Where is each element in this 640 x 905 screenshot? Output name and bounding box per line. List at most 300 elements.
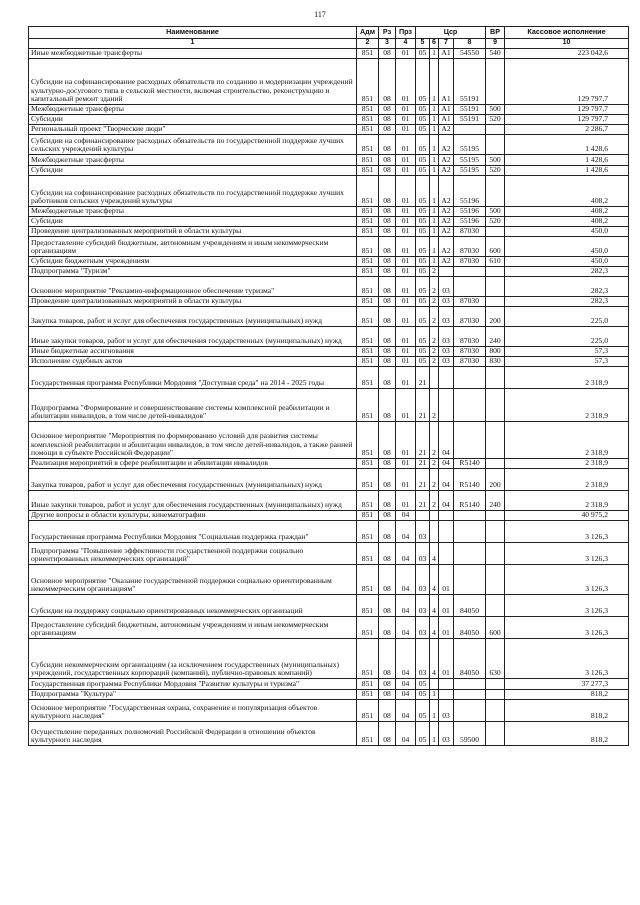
row-rz-cell: 08 xyxy=(379,595,396,617)
row-adm-cell: 851 xyxy=(357,422,379,459)
row-csr-event-cell xyxy=(439,511,454,521)
row-csr-direction-cell: 87030 xyxy=(454,227,486,237)
row-rz-cell: 08 xyxy=(379,565,396,595)
row-vr-cell xyxy=(486,595,505,617)
row-adm-cell: 851 xyxy=(357,690,379,700)
row-csr-program-cell: 05 xyxy=(416,166,430,176)
table-row xyxy=(29,307,629,327)
row-amount-cell: 818,2 xyxy=(505,700,629,722)
row-adm-cell: 851 xyxy=(357,679,379,690)
row-csr-program-cell: 05 xyxy=(416,722,430,746)
row-rz-cell: 08 xyxy=(379,389,396,422)
row-amount-cell: 450,0 xyxy=(505,257,629,267)
row-csr-subprogram-cell: 2 xyxy=(430,389,439,422)
row-amount-cell: 225,0 xyxy=(505,327,629,347)
row-csr-event-cell: A2 xyxy=(439,237,454,257)
row-csr-subprogram-cell: 2 xyxy=(430,422,439,459)
row-csr-event-cell: A2 xyxy=(439,257,454,267)
row-rz-cell: 08 xyxy=(379,257,396,267)
row-name-cell: Межбюджетные трансферты xyxy=(29,155,357,166)
table-row xyxy=(29,389,629,422)
row-adm-cell: 851 xyxy=(357,459,379,469)
row-amount-cell: 57,3 xyxy=(505,347,629,357)
row-rz-cell: 08 xyxy=(379,227,396,237)
row-vr-cell xyxy=(486,59,505,105)
row-csr-subprogram-cell: 1 xyxy=(430,207,439,217)
table-row xyxy=(29,135,629,155)
row-csr-program-cell: 05 xyxy=(416,297,430,307)
row-csr-event-cell: 03 xyxy=(439,347,454,357)
row-vr-cell: 600 xyxy=(486,237,505,257)
row-rz-cell: 08 xyxy=(379,115,396,125)
row-csr-event-cell: 03 xyxy=(439,722,454,746)
row-name-cell: Государственная программа Республики Мордовия "Социальная поддержка граждан" xyxy=(29,521,357,543)
row-rz-cell: 08 xyxy=(379,59,396,105)
row-name-cell: Иные межбюджетные трансферты xyxy=(29,49,357,59)
row-amount-cell: 129 797,7 xyxy=(505,115,629,125)
row-csr-program-cell: 03 xyxy=(416,639,430,679)
row-csr-event-cell xyxy=(439,521,454,543)
row-csr-direction-cell: 54550 xyxy=(454,49,486,59)
row-amount-cell: 3 126,3 xyxy=(505,639,629,679)
row-prz-cell: 01 xyxy=(396,277,416,297)
row-csr-direction-cell: 87030 xyxy=(454,357,486,367)
row-amount-cell: 223 042,6 xyxy=(505,49,629,59)
row-csr-subprogram-cell: 1 xyxy=(430,722,439,746)
row-adm-cell: 851 xyxy=(357,543,379,565)
row-prz-cell: 01 xyxy=(396,115,416,125)
row-prz-cell: 01 xyxy=(396,155,416,166)
row-adm-cell: 851 xyxy=(357,135,379,155)
row-vr-cell xyxy=(486,389,505,422)
row-csr-direction-cell: 55195 xyxy=(454,155,486,166)
table-row xyxy=(29,617,629,639)
row-csr-subprogram-cell: 2 xyxy=(430,347,439,357)
row-adm-cell: 851 xyxy=(357,155,379,166)
row-prz-cell: 01 xyxy=(396,49,416,59)
row-name-cell: Реализация мероприятий в сфере реабилитации и абилитации инвалидов xyxy=(29,459,357,469)
row-name-cell: Основное мероприятие "Рекламно-информационное обеспечение туризма" xyxy=(29,277,357,297)
row-prz-cell: 01 xyxy=(396,135,416,155)
row-csr-program-cell: 05 xyxy=(416,267,430,277)
row-csr-subprogram-cell xyxy=(430,521,439,543)
row-rz-cell: 08 xyxy=(379,166,396,176)
row-amount-cell: 2 286,7 xyxy=(505,125,629,135)
row-name-cell: Подпрограмма "Повышение эффективности государственной поддержки социально ориентированных некоммерческих организаций" xyxy=(29,543,357,565)
row-csr-subprogram-cell: 1 xyxy=(430,227,439,237)
table-row xyxy=(29,176,629,207)
row-rz-cell: 08 xyxy=(379,267,396,277)
row-prz-cell: 04 xyxy=(396,617,416,639)
row-csr-subprogram-cell: 4 xyxy=(430,595,439,617)
row-prz-cell: 01 xyxy=(396,217,416,227)
column-number: 8 xyxy=(454,39,486,49)
row-name-cell: Иные закупки товаров, работ и услуг для обеспечения государственных (муниципальных) нужд xyxy=(29,491,357,511)
row-rz-cell: 08 xyxy=(379,125,396,135)
row-csr-direction-cell: 87030 xyxy=(454,237,486,257)
header-row xyxy=(29,27,629,39)
row-rz-cell: 08 xyxy=(379,639,396,679)
table-row xyxy=(29,722,629,746)
row-csr-direction-cell xyxy=(454,543,486,565)
row-csr-direction-cell: 87030 xyxy=(454,257,486,267)
budget-table xyxy=(28,26,629,746)
row-csr-event-cell: 04 xyxy=(439,422,454,459)
row-csr-event-cell: 04 xyxy=(439,459,454,469)
row-csr-event-cell: 04 xyxy=(439,491,454,511)
table-row xyxy=(29,115,629,125)
row-csr-program-cell: 05 xyxy=(416,125,430,135)
row-vr-cell: 200 xyxy=(486,469,505,491)
row-name-cell: Подпрограмма "Формирование и совершенствование системы комплексной реабилитации и абилитации инвалидов, в том числе детей-инвалидов" xyxy=(29,389,357,422)
row-rz-cell: 08 xyxy=(379,237,396,257)
row-csr-subprogram-cell: 1 xyxy=(430,166,439,176)
row-csr-subprogram-cell: 2 xyxy=(430,469,439,491)
row-vr-cell: 800 xyxy=(486,347,505,357)
row-adm-cell: 851 xyxy=(357,115,379,125)
row-csr-direction-cell: 84050 xyxy=(454,595,486,617)
row-csr-subprogram-cell: 4 xyxy=(430,617,439,639)
row-adm-cell: 851 xyxy=(357,639,379,679)
row-vr-cell xyxy=(486,543,505,565)
row-prz-cell: 01 xyxy=(396,297,416,307)
row-csr-subprogram-cell: 1 xyxy=(430,105,439,115)
table-row xyxy=(29,166,629,176)
row-vr-cell: 500 xyxy=(486,155,505,166)
row-amount-cell: 3 126,3 xyxy=(505,543,629,565)
row-vr-cell: 500 xyxy=(486,105,505,115)
row-rz-cell: 08 xyxy=(379,491,396,511)
row-csr-event-cell xyxy=(439,267,454,277)
row-prz-cell: 01 xyxy=(396,125,416,135)
row-csr-subprogram-cell: 1 xyxy=(430,155,439,166)
row-csr-program-cell: 05 xyxy=(416,679,430,690)
column-number: 5 xyxy=(416,39,430,49)
row-csr-direction-cell xyxy=(454,125,486,135)
row-csr-event-cell: A1 xyxy=(439,49,454,59)
row-amount-cell: 57,3 xyxy=(505,357,629,367)
row-csr-program-cell: 05 xyxy=(416,357,430,367)
row-csr-subprogram-cell: 1 xyxy=(430,237,439,257)
row-rz-cell: 08 xyxy=(379,217,396,227)
row-amount-cell: 1 428,6 xyxy=(505,135,629,155)
row-name-cell: Подпрограмма "Туризм" xyxy=(29,267,357,277)
row-prz-cell: 01 xyxy=(396,267,416,277)
row-adm-cell: 851 xyxy=(357,511,379,521)
row-amount-cell: 450,0 xyxy=(505,237,629,257)
row-vr-cell: 240 xyxy=(486,491,505,511)
row-csr-event-cell: 03 xyxy=(439,700,454,722)
row-vr-cell xyxy=(486,679,505,690)
column-number: 7 xyxy=(439,39,454,49)
row-csr-program-cell: 05 xyxy=(416,237,430,257)
table-row xyxy=(29,565,629,595)
row-csr-subprogram-cell: 2 xyxy=(430,459,439,469)
row-csr-program-cell: 05 xyxy=(416,115,430,125)
row-csr-event-cell xyxy=(439,367,454,389)
row-amount-cell: 3 126,3 xyxy=(505,565,629,595)
row-name-cell: Субсидии бюджетным учреждениям xyxy=(29,257,357,267)
row-csr-subprogram-cell xyxy=(430,367,439,389)
row-amount-cell: 2 318,9 xyxy=(505,367,629,389)
row-prz-cell: 01 xyxy=(396,357,416,367)
row-csr-program-cell: 03 xyxy=(416,521,430,543)
row-csr-direction-cell: 55191 xyxy=(454,115,486,125)
row-adm-cell: 851 xyxy=(357,617,379,639)
row-vr-cell: 630 xyxy=(486,639,505,679)
row-amount-cell: 282,3 xyxy=(505,267,629,277)
row-name-cell: Государственная программа Республики Мордовия "Развитие культуры и туризма" xyxy=(29,679,357,690)
row-amount-cell: 1 428,6 xyxy=(505,166,629,176)
row-prz-cell: 04 xyxy=(396,595,416,617)
row-csr-subprogram-cell: 1 xyxy=(430,217,439,227)
row-prz-cell: 01 xyxy=(396,367,416,389)
row-vr-cell: 500 xyxy=(486,207,505,217)
row-adm-cell: 851 xyxy=(357,166,379,176)
row-amount-cell: 2 318,9 xyxy=(505,491,629,511)
table-row xyxy=(29,700,629,722)
row-rz-cell: 08 xyxy=(379,511,396,521)
row-rz-cell: 08 xyxy=(379,297,396,307)
row-csr-program-cell: 21 xyxy=(416,469,430,491)
row-rz-cell: 08 xyxy=(379,155,396,166)
header-vr: ВР xyxy=(486,27,505,39)
row-rz-cell: 08 xyxy=(379,459,396,469)
row-vr-cell xyxy=(486,125,505,135)
row-csr-event-cell: 01 xyxy=(439,639,454,679)
row-vr-cell xyxy=(486,277,505,297)
table-row xyxy=(29,237,629,257)
row-adm-cell: 851 xyxy=(357,267,379,277)
row-rz-cell: 08 xyxy=(379,700,396,722)
table-row xyxy=(29,595,629,617)
row-vr-cell xyxy=(486,367,505,389)
row-csr-direction-cell xyxy=(454,521,486,543)
row-adm-cell: 851 xyxy=(357,469,379,491)
row-prz-cell: 01 xyxy=(396,227,416,237)
row-name-cell: Субсидии xyxy=(29,217,357,227)
column-number: 4 xyxy=(396,39,416,49)
row-rz-cell: 08 xyxy=(379,367,396,389)
row-csr-direction-cell xyxy=(454,700,486,722)
row-prz-cell: 01 xyxy=(396,59,416,105)
row-amount-cell: 129 797,7 xyxy=(505,105,629,115)
row-rz-cell: 08 xyxy=(379,722,396,746)
row-csr-program-cell: 05 xyxy=(416,217,430,227)
row-adm-cell: 851 xyxy=(357,595,379,617)
row-csr-subprogram-cell xyxy=(430,511,439,521)
row-csr-direction-cell xyxy=(454,367,486,389)
row-csr-event-cell: A2 xyxy=(439,227,454,237)
row-prz-cell: 01 xyxy=(396,491,416,511)
row-prz-cell: 01 xyxy=(396,469,416,491)
row-csr-program-cell: 21 xyxy=(416,367,430,389)
row-csr-subprogram-cell: 1 xyxy=(430,176,439,207)
row-prz-cell: 01 xyxy=(396,166,416,176)
row-adm-cell: 851 xyxy=(357,357,379,367)
row-amount-cell: 3 126,3 xyxy=(505,595,629,617)
row-name-cell: Региональный проект "Творческие люди" xyxy=(29,125,357,135)
row-name-cell: Проведение централизованных мероприятий в области культуры xyxy=(29,297,357,307)
row-csr-direction-cell: 87030 xyxy=(454,327,486,347)
row-prz-cell: 01 xyxy=(396,422,416,459)
table-row xyxy=(29,521,629,543)
row-csr-program-cell: 03 xyxy=(416,595,430,617)
table-row xyxy=(29,267,629,277)
column-number: 6 xyxy=(430,39,439,49)
row-csr-event-cell: 03 xyxy=(439,307,454,327)
row-csr-event-cell: A1 xyxy=(439,115,454,125)
row-adm-cell: 851 xyxy=(357,237,379,257)
row-prz-cell: 01 xyxy=(396,207,416,217)
table-row xyxy=(29,227,629,237)
row-csr-program-cell: 05 xyxy=(416,49,430,59)
row-csr-event-cell xyxy=(439,543,454,565)
row-csr-program-cell: 05 xyxy=(416,327,430,347)
row-csr-program-cell: 05 xyxy=(416,176,430,207)
row-csr-program-cell: 05 xyxy=(416,277,430,297)
table-row xyxy=(29,125,629,135)
row-rz-cell: 08 xyxy=(379,307,396,327)
row-vr-cell xyxy=(486,521,505,543)
row-csr-event-cell: A2 xyxy=(439,125,454,135)
table-row xyxy=(29,155,629,166)
row-amount-cell: 37 277,3 xyxy=(505,679,629,690)
row-adm-cell: 851 xyxy=(357,105,379,115)
column-number: 1 xyxy=(29,39,357,49)
row-csr-event-cell: 04 xyxy=(439,469,454,491)
row-prz-cell: 01 xyxy=(396,257,416,267)
row-vr-cell xyxy=(486,722,505,746)
row-amount-cell: 129 797,7 xyxy=(505,59,629,105)
table-row xyxy=(29,327,629,347)
row-csr-subprogram-cell: 1 xyxy=(430,135,439,155)
table-row xyxy=(29,679,629,690)
row-adm-cell: 851 xyxy=(357,367,379,389)
row-adm-cell: 851 xyxy=(357,49,379,59)
row-csr-subprogram-cell: 1 xyxy=(430,115,439,125)
row-vr-cell: 540 xyxy=(486,49,505,59)
row-csr-event-cell: A2 xyxy=(439,207,454,217)
table-row xyxy=(29,59,629,105)
row-rz-cell: 08 xyxy=(379,49,396,59)
row-amount-cell: 450,0 xyxy=(505,227,629,237)
table-row xyxy=(29,49,629,59)
row-adm-cell: 851 xyxy=(357,207,379,217)
row-vr-cell: 520 xyxy=(486,115,505,125)
row-vr-cell: 240 xyxy=(486,327,505,347)
row-csr-event-cell: 03 xyxy=(439,357,454,367)
row-csr-program-cell: 05 xyxy=(416,105,430,115)
row-adm-cell: 851 xyxy=(357,722,379,746)
row-csr-event-cell: 01 xyxy=(439,565,454,595)
row-csr-direction-cell: 55195 xyxy=(454,135,486,155)
header-adm: Адм xyxy=(357,27,379,39)
row-vr-cell xyxy=(486,459,505,469)
row-vr-cell xyxy=(486,297,505,307)
row-csr-event-cell xyxy=(439,679,454,690)
row-csr-program-cell: 03 xyxy=(416,543,430,565)
row-csr-direction-cell xyxy=(454,267,486,277)
row-csr-event-cell: A2 xyxy=(439,176,454,207)
row-vr-cell xyxy=(486,422,505,459)
column-number: 9 xyxy=(486,39,505,49)
row-csr-direction-cell xyxy=(454,690,486,700)
row-csr-event-cell: A1 xyxy=(439,105,454,115)
row-adm-cell: 851 xyxy=(357,227,379,237)
column-number-row xyxy=(29,39,629,49)
row-name-cell: Субсидии xyxy=(29,115,357,125)
row-csr-program-cell: 21 xyxy=(416,422,430,459)
row-prz-cell: 04 xyxy=(396,521,416,543)
row-adm-cell: 851 xyxy=(357,327,379,347)
row-vr-cell xyxy=(486,176,505,207)
row-adm-cell: 851 xyxy=(357,176,379,207)
row-adm-cell: 851 xyxy=(357,700,379,722)
row-csr-direction-cell: 84050 xyxy=(454,639,486,679)
row-csr-direction-cell: 87030 xyxy=(454,347,486,357)
row-prz-cell: 01 xyxy=(396,176,416,207)
row-amount-cell: 818,2 xyxy=(505,722,629,746)
table-row xyxy=(29,690,629,700)
row-csr-program-cell: 05 xyxy=(416,155,430,166)
row-vr-cell xyxy=(486,511,505,521)
row-csr-program-cell: 21 xyxy=(416,459,430,469)
row-rz-cell: 08 xyxy=(379,690,396,700)
row-name-cell: Субсидии некоммерческим организациям (за исключением государственных (муниципальных) учреждений, государственных корпораций (компаний), публично-правовых компаний) xyxy=(29,639,357,679)
row-name-cell: Субсидии на поддержку социально ориентированных некоммерческих организаций xyxy=(29,595,357,617)
row-rz-cell: 08 xyxy=(379,617,396,639)
row-csr-direction-cell xyxy=(454,422,486,459)
row-name-cell: Основное мероприятие "Мероприятия по формированию условий для развития системы комплексной реабилитации и абилитации инвалидов, в том числе детей-инвалидов, а также ранней помощи в субъекте Российской Федерации" xyxy=(29,422,357,459)
row-vr-cell xyxy=(486,227,505,237)
row-name-cell: Межбюджетные трансферты xyxy=(29,105,357,115)
row-adm-cell: 851 xyxy=(357,217,379,227)
row-prz-cell: 01 xyxy=(396,327,416,347)
row-csr-direction-cell xyxy=(454,277,486,297)
row-prz-cell: 04 xyxy=(396,639,416,679)
row-rz-cell: 08 xyxy=(379,679,396,690)
row-amount-cell: 282,3 xyxy=(505,277,629,297)
row-csr-subprogram-cell: 2 xyxy=(430,357,439,367)
row-rz-cell: 08 xyxy=(379,327,396,347)
row-adm-cell: 851 xyxy=(357,521,379,543)
row-prz-cell: 01 xyxy=(396,459,416,469)
row-csr-direction-cell: 55191 xyxy=(454,59,486,105)
row-csr-program-cell: 05 xyxy=(416,307,430,327)
row-csr-direction-cell xyxy=(454,511,486,521)
row-csr-direction-cell xyxy=(454,565,486,595)
row-csr-direction-cell: 55196 xyxy=(454,217,486,227)
row-csr-program-cell: 05 xyxy=(416,257,430,267)
row-adm-cell: 851 xyxy=(357,565,379,595)
row-vr-cell xyxy=(486,267,505,277)
row-csr-subprogram-cell: 2 xyxy=(430,277,439,297)
row-rz-cell: 08 xyxy=(379,176,396,207)
row-csr-direction-cell: 55195 xyxy=(454,166,486,176)
page-number: 117 xyxy=(314,10,326,19)
row-prz-cell: 04 xyxy=(396,722,416,746)
row-csr-event-cell: A2 xyxy=(439,166,454,176)
row-csr-subprogram-cell: 2 xyxy=(430,307,439,327)
row-amount-cell: 2 318,9 xyxy=(505,469,629,491)
row-csr-program-cell: 05 xyxy=(416,207,430,217)
row-csr-program-cell xyxy=(416,511,430,521)
row-rz-cell: 08 xyxy=(379,357,396,367)
row-csr-direction-cell: R5140 xyxy=(454,491,486,511)
table-row xyxy=(29,257,629,267)
row-vr-cell: 600 xyxy=(486,617,505,639)
